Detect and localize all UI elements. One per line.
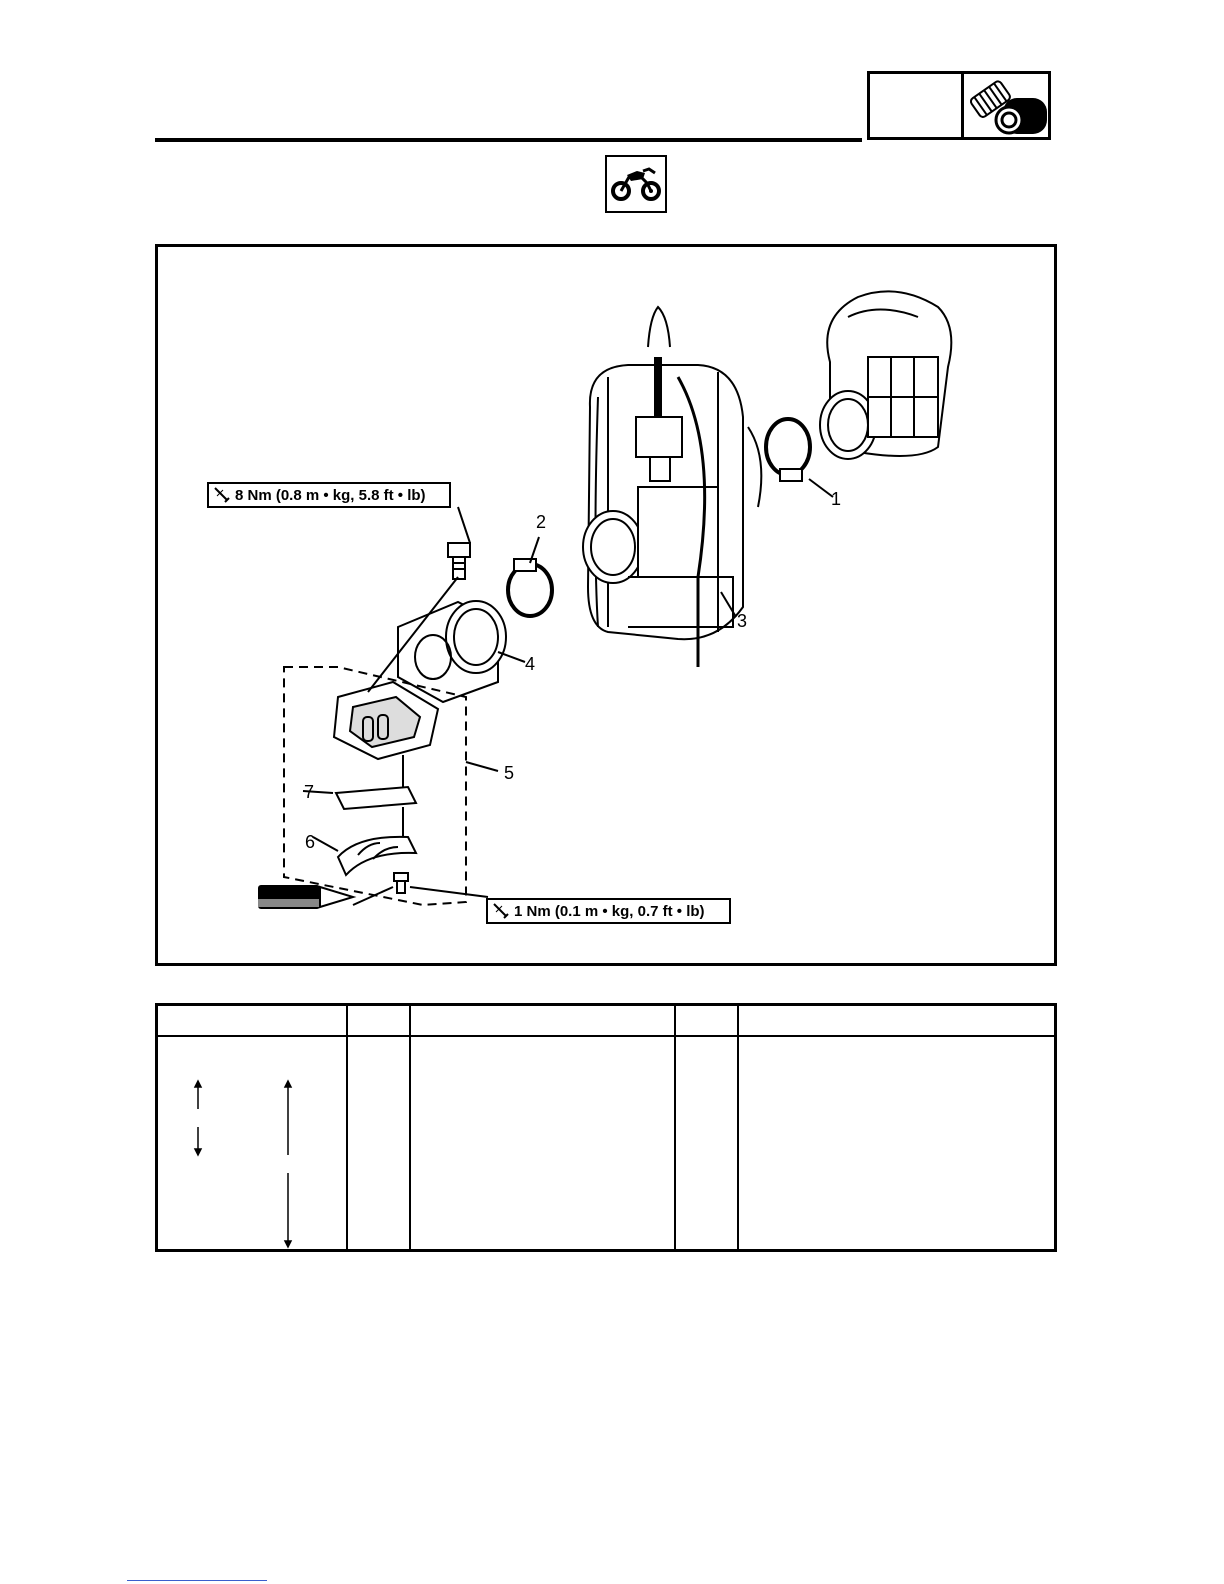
air-intake-boot xyxy=(820,291,951,459)
torque-value-bottom: 1 Nm (0.1 m • kg, 0.7 ft • lb) xyxy=(514,902,705,920)
callout-4: 4 xyxy=(525,654,536,674)
reed-7 xyxy=(336,787,416,809)
carburetor-exploded-view xyxy=(158,247,1054,963)
callout-6: 6 xyxy=(305,832,316,852)
footer-link-underline xyxy=(127,1580,267,1581)
motorcycle-icon xyxy=(607,157,665,211)
hose-clamp-2 xyxy=(508,559,552,616)
screw-bottom xyxy=(394,873,408,893)
reed-valve-assembly xyxy=(334,682,438,759)
bolt-top xyxy=(448,543,470,579)
callout-3: 3 xyxy=(737,611,748,631)
torque-wrench-icon xyxy=(209,484,235,506)
clamp-1 xyxy=(766,419,810,481)
carburetor-engine-icon xyxy=(965,76,1049,138)
torque-spec-bolt xyxy=(207,482,451,508)
torque-value-top: 8 Nm (0.8 m • kg, 5.8 ft • lb) xyxy=(235,486,426,504)
sequence-arrows xyxy=(195,1081,291,1247)
carburetor-joint xyxy=(398,601,506,702)
callout-1: 1 xyxy=(831,489,842,509)
reed-stopper-6 xyxy=(338,837,416,875)
motorcycle-icon-box xyxy=(605,155,667,213)
torque-spec-screw xyxy=(486,898,731,924)
parts-table-grid xyxy=(155,1003,1057,1252)
thread-lock-agent-icon xyxy=(258,885,353,909)
torque-wrench-icon xyxy=(488,900,514,922)
callout-7: 7 xyxy=(304,782,315,802)
header-rule xyxy=(155,138,862,142)
callout-5: 5 xyxy=(504,763,515,783)
callout-2: 2 xyxy=(536,512,547,532)
section-tab-divider xyxy=(961,71,964,140)
